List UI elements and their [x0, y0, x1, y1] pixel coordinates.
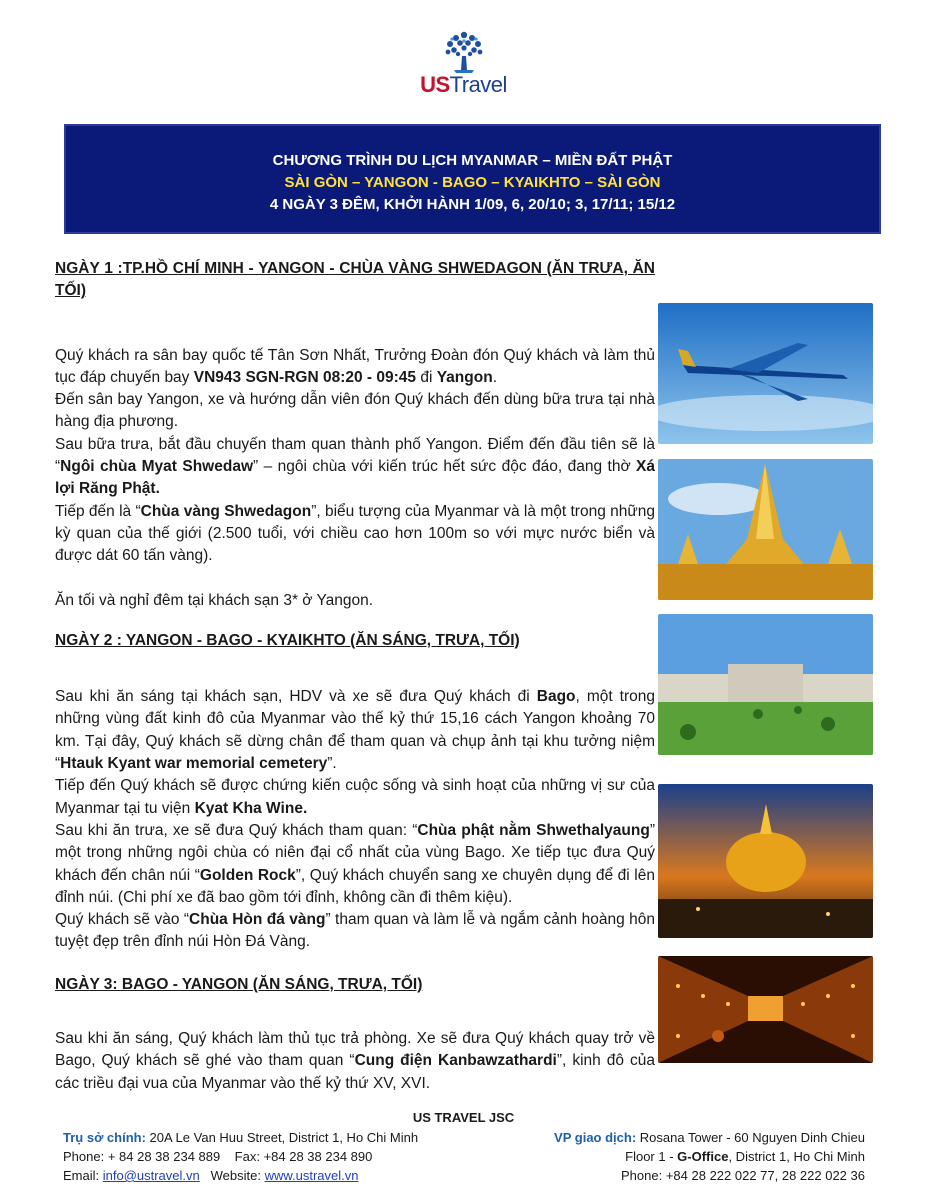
- candle-corridor-photo: [658, 956, 873, 1063]
- brand-travel: Travel: [449, 72, 507, 97]
- hq-phone: Phone: + 84 28 38 234 889 Fax: +84 28 38 234 890: [63, 1149, 373, 1164]
- day2-heading: NGÀY 2 : YANGON - BAGO - KYAIKHTO (ĂN SÁNG, TRƯA, TỐI): [55, 631, 520, 649]
- day1-paragraph-2: Đến sân bay Yangon, xe và hướng dẫn viên đón Quý khách đến dùng bữa trưa tại nhà hàng địa phương.: [55, 391, 655, 431]
- logo: [0, 30, 927, 98]
- golden-rock-photo: [658, 784, 873, 938]
- war-memorial-cemetery-photo: [658, 614, 873, 755]
- day3-paragraph-1: Sau khi ăn sáng, Quý khách làm thủ tục trả phòng. Xe sẽ đưa Quý khách quay trở về Bago, Quý khách sẽ ghé vào tham quan “Cung điện Kanbawzathardi”, kinh đô của các triều đại vua của Myanmar vào thế kỷ thứ XV, XVI.: [55, 1030, 655, 1092]
- tree-logo-icon: [442, 30, 486, 74]
- title-banner: [64, 124, 881, 234]
- company-name: US TRAVEL JSC: [412, 1110, 515, 1125]
- office-address: Rosana Tower - 60 Nguyen Dinh Chieu: [636, 1130, 865, 1145]
- office-label: VP giao dịch:: [554, 1130, 637, 1145]
- brand-us: US: [420, 72, 450, 97]
- g-office: G-Office: [677, 1149, 729, 1164]
- hq-label: Trụ sở chính:: [63, 1130, 146, 1145]
- office-phone: Phone: +84 28 222 022 77, 28 222 022 36: [621, 1168, 865, 1183]
- banner-schedule: 4 NGÀY 3 ĐÊM, KHỞI HÀNH 1/09, 6, 20/10; 3, 17/11; 15/12: [269, 196, 676, 213]
- day1-paragraph-5: Ăn tối và nghỉ đêm tại khách sạn 3* ở Yangon.: [55, 591, 374, 609]
- day2-paragraph-1: Sau khi ăn sáng tại khách sạn, HDV và xe sẽ đưa Quý khách đi Bago, một trong những vùng đất kinh đô của Myanmar vào thế kỷ thứ 15,16 cách Yangon khoảng 70 km. Tại đây, Quý khách sẽ dừng chân để tham quan và chụp ảnh tại khu tưởng niệm “Htauk Kyant war memorial cemetery”.: [55, 688, 655, 773]
- website-link[interactable]: www.ustravel.vn: [264, 1168, 359, 1183]
- itinerary-content: [55, 258, 655, 1095]
- brand-name: [0, 72, 927, 98]
- head-office-info: Trụ sở chính: 20A Le Van Huu Street, District 1, Ho Chi Minh Phone: + 84 28 38 234 889 Fax: +84 28 38 234 890 Email: info@ustravel.vn Website: www.ustravel.vn: [63, 1130, 419, 1183]
- shwedagon-pagoda-photo: [658, 459, 873, 600]
- day2-paragraph-2: Tiếp đến Quý khách sẽ được chứng kiến cuộc sống và sinh hoạt của những vị sư của Myanmar tại tu viện Kyat Kha Wine.: [55, 777, 655, 817]
- banner-route: SÀI GÒN – YANGON - BAGO – KYAIKHTO – SÀI GÒN: [284, 174, 661, 191]
- airplane-photo: [658, 303, 873, 444]
- day1-heading: NGÀY 1 :TP.HỒ CHÍ MINH - YANGON - CHÙA VÀNG SHWEDAGON (ĂN TRƯA, ĂN TỐI): [55, 260, 655, 300]
- day1-paragraph-4: Tiếp đến là “Chùa vàng Shwedagon”, biểu tượng của Myanmar và là một trong những kỳ quan của thế giới (2.500 tuổi, với chiều cao hơn 100m so với mực nước biển và được dát 60 tấn vàng).: [55, 502, 655, 565]
- day2-paragraph-4: Quý khách sẽ vào “Chùa Hòn đá vàng” tham quan và làm lễ và ngắm cảnh hoàng hôn tuyệt đẹp trên đỉnh núi Hòn Đá Vàng.: [55, 911, 655, 951]
- day2-paragraph-3: Sau khi ăn trưa, xe sẽ đưa Quý khách tham quan: “Chùa phật nằm Shwethalyaung” một trong những ngôi chùa có niên đại cổ nhất của vùng Bago. Xe tiếp tục đưa Quý khách đến chân núi “Golden Rock”, Quý khách chuyển sang xe chuyên dụng để đi lên đỉnh núi. (Chi phí xe đã bao gồm tới đỉnh, không cần đi thêm kiệu).: [55, 821, 655, 906]
- footer: [0, 1108, 927, 1183]
- trading-office-info: VP giao dịch: Rosana Tower - 60 Nguyen Dinh Chieu Floor 1 - G-Office, District 1, Ho Chi Minh Phone: +84 28 222 022 77, 28 222 022 36: [554, 1130, 865, 1183]
- hq-address: 20A Le Van Huu Street, District 1, Ho Chi Minh: [145, 1130, 419, 1145]
- day3-heading: NGÀY 3: BAGO - YANGON (ĂN SÁNG, TRƯA, TỐI): [55, 975, 423, 993]
- banner-title: CHƯƠNG TRÌNH DU LỊCH MYANMAR – MIỀN ĐẤT PHẬT: [272, 152, 673, 169]
- day1-paragraph-3: Sau bữa trưa, bắt đầu chuyến tham quan thành phố Yangon. Điểm đến đầu tiên sẽ là “Ngôi chùa Myat Shwedaw” – ngôi chùa với kiến trúc hết sức độc đáo, đang thờ Xá lợi Răng Phật.: [55, 435, 655, 498]
- email-link[interactable]: info@ustravel.vn: [102, 1168, 200, 1183]
- day1-paragraph-1: Quý khách ra sân bay quốc tế Tân Sơn Nhất, Trưởng Đoàn đón Quý khách và làm thủ tục đáp chuyến bay VN943 SGN-RGN 08:20 - 09:45 đi Yangon.: [55, 346, 655, 386]
